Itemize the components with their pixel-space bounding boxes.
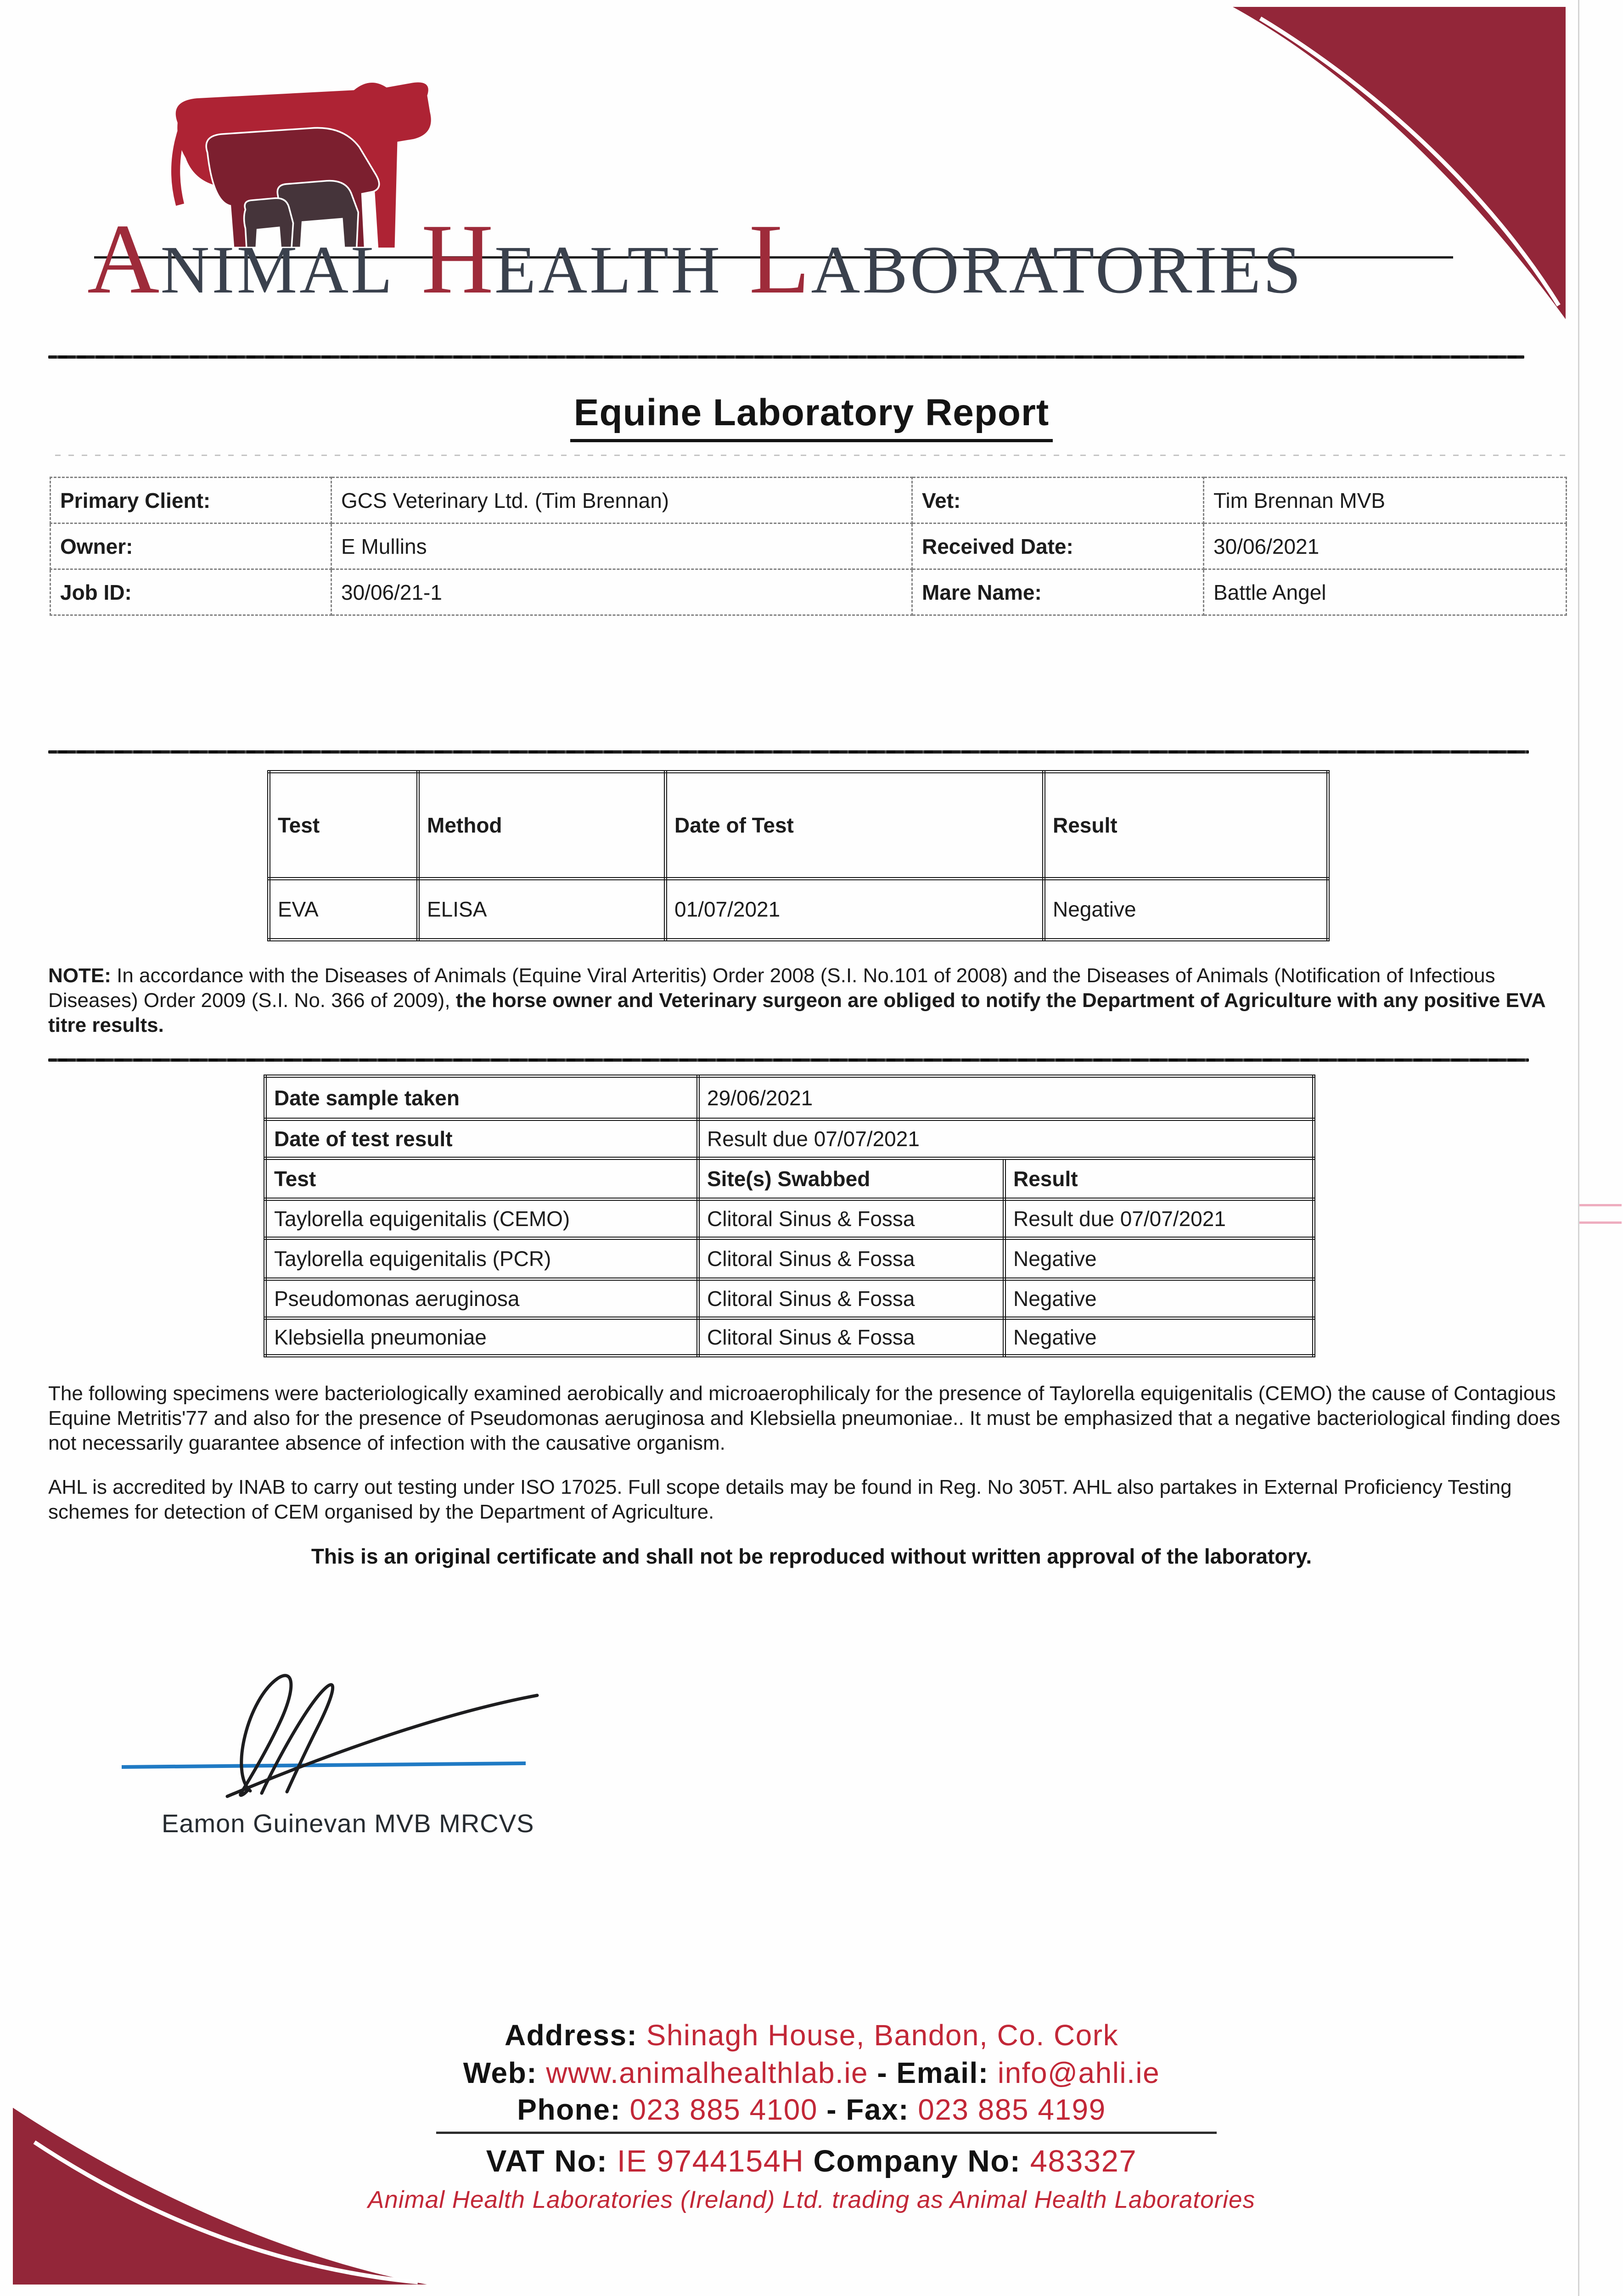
fax-label: Fax: [846, 2093, 909, 2126]
brand-rest: NIMAL [160, 232, 395, 308]
swab-site: Clitoral Sinus & Fossa [698, 1318, 1005, 1356]
swab-result: Negative [1005, 1279, 1314, 1318]
swab-test-name: Pseudomonas aeruginosa [265, 1279, 698, 1318]
scan-pink-streak [1579, 1204, 1622, 1206]
eva-header-cell: Test [269, 772, 418, 879]
swab-info-value: Result due 07/07/2021 [698, 1120, 1314, 1159]
swab-test-name: Taylorella equigenitalis (CEMO) [265, 1199, 698, 1238]
swab-header-cell: Result [1005, 1159, 1314, 1199]
signature-ink-strokes [227, 1676, 537, 1796]
brand-rest: ABORATORIES [811, 232, 1303, 308]
swab-info-value: 29/06/2021 [698, 1076, 1314, 1120]
brand-wordmark [87, 202, 1303, 317]
table-row [51, 569, 1567, 615]
web-value: www.animalhealthlab.ie [546, 2056, 869, 2089]
eva-header-cell: Result [1044, 772, 1328, 879]
swab-header-cell: Test [265, 1159, 698, 1199]
footer-web-email-line [0, 2056, 1623, 2090]
swab-info-label: Date sample taken [265, 1076, 698, 1120]
table-row [265, 1199, 1314, 1238]
original-certificate-statement: This is an original certificate and shall not be reproduced without written approval of the laboratory. [311, 1544, 1312, 1568]
footer-tagline: Animal Health Laboratories (Ireland) Ltd. trading as Animal Health Laboratories [367, 2186, 1256, 2213]
client-label: Mare Name: [912, 569, 1204, 615]
scan-pink-streak [1579, 1221, 1622, 1224]
footer-divider-line [436, 2132, 1217, 2134]
client-value: Battle Angel [1204, 569, 1567, 615]
swab-test-name: Klebsiella pneumoniae [265, 1318, 698, 1356]
client-value: 30/06/21-1 [331, 569, 912, 615]
specimens-paragraph: The following specimens were bacteriologically examined aerobically and microaerophilicaly for the presence of Taylorella equigenitalis (CEMO) the cause of Contagious Equine Metritis'77 and also for the presence of Pseudomonas aeruginosa and Klebsiella pneumoniae.. It must be emphasized that a negative bacteriological finding does not necessarily guarantee absence of infection with the causative organism. [48, 1382, 1561, 1454]
accreditation-paragraph: AHL is accredited by INAB to carry out testing under ISO 17025. Full scope details may be found in Reg. No 305T. AHL also partakes in External Proficiency Testing schemes for detection of CEM organised by the Department of Agriculture. [48, 1476, 1512, 1523]
email-value: info@ahli.ie [997, 2056, 1160, 2089]
table-row [265, 1318, 1314, 1356]
table-row [265, 1120, 1314, 1159]
table-header-row [265, 1159, 1314, 1199]
footer-address-line [0, 2018, 1623, 2052]
scan-edge-line [1578, 0, 1579, 2296]
note-text-bold: the horse owner and Veterinary surgeon are obliged to notify the Department of Agriculture with any positive EVA titre results. [48, 989, 1545, 1036]
client-info-table [50, 477, 1567, 616]
vat-label: VAT No: [486, 2144, 608, 2178]
brand-rest: EALTH [494, 232, 723, 308]
separator-dash: - [826, 2093, 837, 2126]
swab-info-label: Date of test result [265, 1120, 698, 1159]
brand-word-laboratories [749, 202, 1303, 317]
table-row [265, 1076, 1314, 1120]
client-value: Tim Brennan MVB [1204, 478, 1567, 523]
brand-word-health [421, 202, 722, 317]
address-label: Address: [504, 2019, 638, 2052]
company-label: Company No: [813, 2144, 1021, 2178]
eva-cell: EVA [269, 879, 418, 940]
signatory-name: Eamon Guinevan MVB MRCVS [162, 1809, 534, 1838]
separator-line [48, 750, 1529, 754]
eva-header-cell: Date of Test [666, 772, 1044, 879]
fax-value: 023 885 4199 [918, 2093, 1106, 2126]
client-value: GCS Veterinary Ltd. (Tim Brennan) [331, 478, 912, 523]
table-row [269, 879, 1328, 940]
client-label: Received Date: [912, 523, 1204, 569]
page-title: Equine Laboratory Report [570, 391, 1053, 442]
eva-cell: 01/07/2021 [666, 879, 1044, 940]
eva-result-table [267, 770, 1330, 941]
note-paragraph [48, 963, 1577, 1038]
swab-site: Clitoral Sinus & Fossa [698, 1199, 1005, 1238]
note-label: NOTE: [48, 964, 111, 987]
separator-line [48, 355, 1524, 359]
brand-initial: L [749, 204, 811, 315]
phone-value: 023 885 4100 [629, 2093, 818, 2126]
company-value: 483327 [1030, 2144, 1137, 2178]
brand-initial: H [421, 204, 494, 315]
signature-scrawl [110, 1644, 551, 1809]
separator-dash: - [877, 2056, 888, 2089]
table-row [265, 1279, 1314, 1318]
corner-wedge-bottom-left-decoration [9, 2099, 429, 2291]
eva-cell: Negative [1044, 879, 1328, 940]
swab-result: Negative [1005, 1318, 1314, 1356]
brand-initial: A [87, 204, 161, 315]
swab-test-table [264, 1075, 1315, 1357]
table-row [51, 523, 1567, 569]
client-label: Primary Client: [51, 478, 331, 523]
corner-wedge-shape [13, 2108, 427, 2285]
swab-test-name: Taylorella equigenitalis (PCR) [265, 1238, 698, 1279]
swab-result: Result due 07/07/2021 [1005, 1199, 1314, 1238]
email-label: Email: [896, 2056, 989, 2089]
client-label: Vet: [912, 478, 1204, 523]
client-value: 30/06/2021 [1204, 523, 1567, 569]
note-text: In accordance with the Diseases of Animals (Equine Viral Arteritis) Order 2008 (S.I. No.101 of 2008) and the Diseases of Animals (Notification of Infectious Diseases) Order 2009 (S.I. No. 366 of 2009), [48, 964, 1495, 1012]
swab-result: Negative [1005, 1238, 1314, 1279]
table-row [265, 1238, 1314, 1279]
table-row [51, 478, 1567, 523]
swab-header-cell: Site(s) Swabbed [698, 1159, 1005, 1199]
eva-cell: ELISA [418, 879, 666, 940]
brand-word-animal [87, 202, 394, 317]
client-label: Owner: [51, 523, 331, 569]
signature-blue-line [122, 1763, 526, 1767]
eva-header-cell: Method [418, 772, 666, 879]
web-label: Web: [463, 2056, 538, 2089]
client-value: E Mullins [331, 523, 912, 569]
separator-line [48, 1058, 1529, 1062]
address-value: Shinagh House, Bandon, Co. Cork [646, 2019, 1119, 2052]
table-header-row [269, 772, 1328, 879]
vat-value: IE 9744154H [617, 2144, 804, 2178]
phone-label: Phone: [517, 2093, 621, 2126]
swab-site: Clitoral Sinus & Fossa [698, 1279, 1005, 1318]
page-title-wrap [0, 391, 1623, 442]
faint-dashed-line [55, 455, 1566, 456]
swab-site: Clitoral Sinus & Fossa [698, 1238, 1005, 1279]
client-label: Job ID: [51, 569, 331, 615]
